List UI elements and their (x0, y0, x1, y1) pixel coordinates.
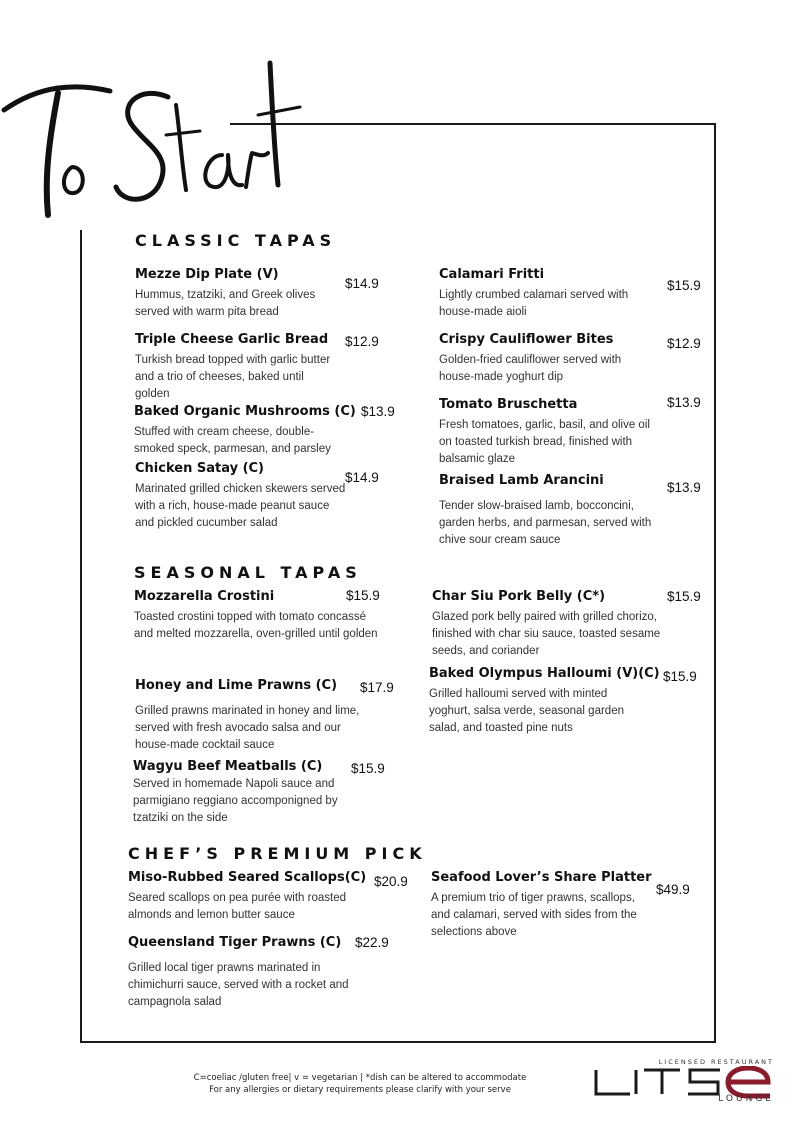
item-name: Char Siu Pork Belly (C*) (432, 589, 606, 604)
footnote-line-1: C=coeliac /gluten free| v = vegetarian | *dish can be altered to accommodate (193, 1073, 527, 1083)
menu-item-triple-cheese-garlic-bread (135, 332, 335, 403)
menu-item-char-siu-pork-belly (432, 589, 667, 660)
page-title-script (0, 55, 330, 225)
section-title-seasonal-tapas: SEASONAL TAPAS (134, 563, 362, 582)
item-description: A premium trio of tiger prawns, scallops, and calamari, served with sides from the selections above (431, 892, 637, 938)
item-price: $13.9 (667, 395, 701, 410)
item-name: Honey and Lime Prawns (C) (135, 678, 338, 693)
section-title-chefs-premium-pick: CHEF’S PREMIUM PICK (128, 844, 427, 863)
item-price: $17.9 (360, 680, 394, 695)
section-title-classic-tapas: CLASSIC TAPAS (135, 231, 337, 250)
item-description: Grilled prawns marinated in honey and lime, served with fresh avocado salsa and our house-made cocktail sauce (135, 705, 360, 751)
item-name: Miso-Rubbed Seared Scallops(C) (128, 870, 367, 885)
item-price: $14.9 (345, 470, 379, 485)
item-price: $15.9 (667, 278, 701, 293)
menu-item-tomato-bruschetta (439, 397, 654, 468)
item-name: Mezze Dip Plate (V) (135, 267, 279, 282)
item-description: Glazed pork belly paired with grilled chorizo, finished with char siu sauce, toasted sesame seeds, and coriander (432, 611, 661, 657)
item-price: $20.9 (374, 874, 408, 889)
menu-item-queensland-tiger-prawns (128, 935, 368, 1011)
item-price: $12.9 (345, 334, 379, 349)
item-name: Crispy Cauliflower Bites (439, 332, 614, 347)
item-name: Mozzarella Crostini (134, 589, 275, 604)
menu-item-miso-rubbed-seared-scallops (128, 870, 368, 924)
frame-left-line (80, 230, 82, 1043)
item-price: $15.9 (346, 588, 380, 603)
item-description: Marinated grilled chicken skewers served with a rich, house-made peanut sauce and pickled cucumber salad (135, 483, 346, 529)
item-description: Fresh tomatoes, garlic, basil, and olive oil on toasted turkish bread, finished with balsamic glaze (439, 419, 650, 465)
item-name: Queensland Tiger Prawns (C) (128, 935, 342, 950)
item-name: Calamari Fritti (439, 267, 545, 282)
menu-item-baked-olympus-halloumi (429, 666, 660, 737)
item-price: $15.9 (667, 589, 701, 604)
menu-item-seafood-share-platter (431, 870, 652, 941)
item-description: Toasted crostini topped with tomato concassé and melted mozzarella, oven-grilled until golden (134, 611, 378, 640)
item-price: $12.9 (667, 336, 701, 351)
item-description: Tender slow-braised lamb, bocconcini, garden herbs, and parmesan, served with chive sour cream sauce (439, 500, 652, 546)
item-name: Baked Olympus Halloumi (V)(C) (429, 666, 660, 681)
item-price: $49.9 (656, 882, 690, 897)
item-description: Grilled local tiger prawns marinated in chimichurri sauce, served with a rocket and campagnola salad (128, 962, 349, 1008)
item-price: $14.9 (345, 276, 379, 291)
logo-tagline: LICENSED RESTAURANT (658, 1058, 774, 1066)
item-price: $13.9 (667, 480, 701, 495)
restaurant-logo (594, 1058, 774, 1108)
item-price: $15.9 (351, 761, 385, 776)
menu-item-baked-organic-mushrooms (134, 404, 356, 458)
menu-item-chicken-satay (135, 461, 350, 532)
item-price: $13.9 (361, 404, 395, 419)
menu-item-crispy-cauliflower-bites (439, 332, 644, 386)
item-description: Seared scallops on pea purée with roasted almonds and lemon butter sauce (128, 892, 347, 921)
item-price: $15.9 (663, 669, 697, 684)
menu-item-mezze-dip-plate (135, 267, 340, 321)
item-name: Baked Organic Mushrooms (C) (134, 404, 356, 419)
menu-item-braised-lamb-arancini (439, 473, 657, 549)
menu-item-wagyu-beef-meatballs (133, 759, 358, 827)
item-description: Hummus, tzatziki, and Greek olives served with warm pita bread (135, 289, 316, 318)
item-name: Triple Cheese Garlic Bread (135, 332, 329, 347)
dietary-footnote (140, 1072, 580, 1096)
item-name: Wagyu Beef Meatballs (C) (133, 759, 323, 774)
item-description: Served in homemade Napoli sauce and parmigiano reggiano accomponigned by tzatziki on the side (133, 778, 338, 824)
item-description: Grilled halloumi served with minted yoghurt, salsa verde, seasonal garden salad, and toasted pine nuts (429, 688, 624, 734)
menu-item-honey-lime-prawns (135, 678, 370, 754)
item-name: Seafood Lover’s Share Platter (431, 870, 652, 885)
item-description: Stuffed with cream cheese, double-smoked speck, parmesan, and parsley (134, 426, 331, 455)
footnote-line-2: For any allergies or dietary requirements please clarify with your serve (209, 1085, 511, 1095)
logo-subtitle: LOUNGE (718, 1094, 774, 1104)
item-description: Golden-fried cauliflower served with house-made yoghurt dip (439, 354, 622, 383)
item-price: $22.9 (355, 935, 389, 950)
item-name: Braised Lamb Arancini (439, 473, 604, 488)
menu-item-calamari-fritti (439, 267, 644, 321)
item-name: Tomato Bruschetta (439, 397, 578, 412)
item-name: Chicken Satay (C) (135, 461, 264, 476)
item-description: Turkish bread topped with garlic butter and a trio of cheeses, baked until golden (135, 354, 331, 400)
item-description: Lightly crumbed calamari served with house-made aioli (439, 289, 629, 318)
